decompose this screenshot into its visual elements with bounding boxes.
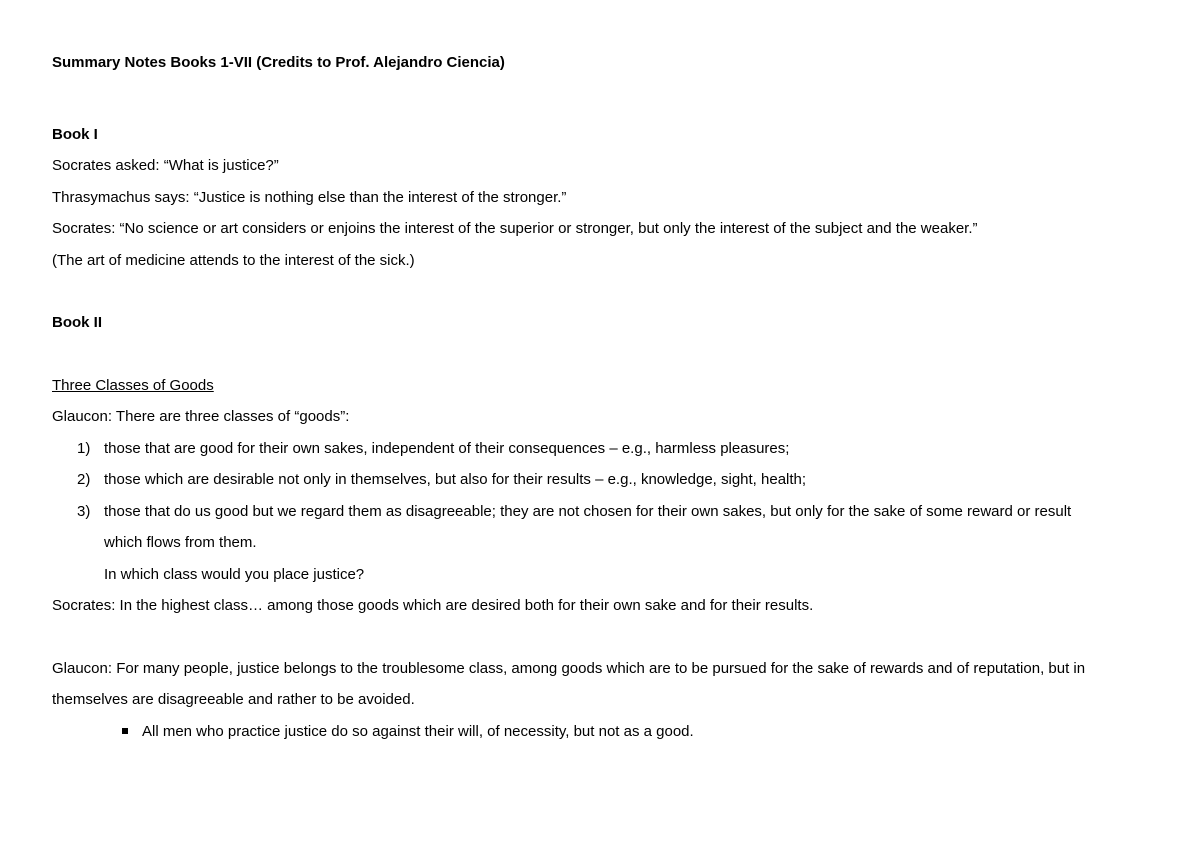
justice-question: In which class would you place justice? (104, 566, 365, 583)
book1-line: (The art of medicine attends to the interest of the sick.) (52, 252, 415, 269)
list-item: those that do us good but we regard them as disagreeable; they are not chosen for their own sakes, but only for the sake of some reward or result (104, 503, 1072, 520)
book1-line: Socrates: “No science or art considers or enjoins the interest of the superior or stronger, but only the interest of the subject and the weaker.” (52, 220, 978, 237)
list-number: 3) (77, 503, 91, 520)
list-item-continuation: which flows from them. (104, 534, 257, 551)
list-item: those which are desirable not only in themselves, but also for their results – e.g., knowledge, sight, health; (104, 471, 807, 488)
glaucon-paragraph: themselves are disagreeable and rather to be avoided. (52, 691, 415, 708)
section-title: Three Classes of Goods (52, 377, 214, 394)
bullet-item: All men who practice justice do so against their will, of necessity, but not as a good. (142, 723, 694, 740)
book1-heading: Book I (52, 126, 98, 143)
glaucon-paragraph: Glaucon: For many people, justice belongs to the troublesome class, among goods which are to be pursued for the sake of rewards and of reputation, but in (52, 660, 1086, 677)
square-bullet-icon (122, 728, 128, 734)
list-number: 2) (77, 471, 91, 488)
document-title: Summary Notes Books 1-VII (Credits to Prof. Alejandro Ciencia) (52, 54, 505, 71)
socrates-answer: Socrates: In the highest class… among those goods which are desired both for their own sake and for their results. (52, 597, 814, 614)
list-item: those that are good for their own sakes, independent of their consequences – e.g., harmless pleasures; (104, 440, 790, 457)
list-number: 1) (77, 440, 91, 457)
book1-line: Socrates asked: “What is justice?” (52, 157, 279, 174)
book1-line: Thrasymachus says: “Justice is nothing else than the interest of the stronger.” (52, 189, 567, 206)
glaucon-intro: Glaucon: There are three classes of “goods”: (52, 408, 350, 425)
book2-heading: Book II (52, 314, 103, 331)
